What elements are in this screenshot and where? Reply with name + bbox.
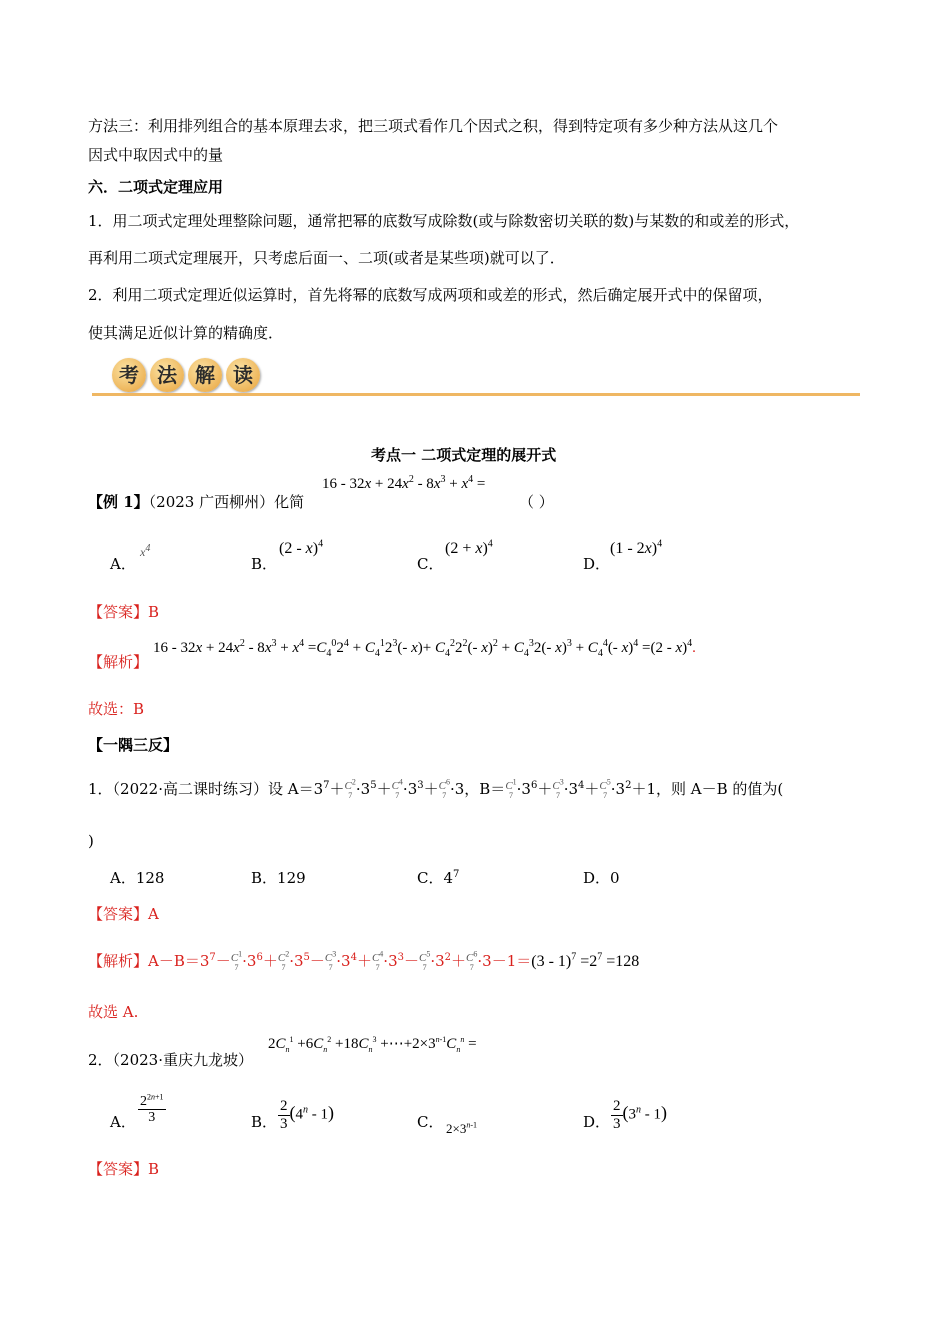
q1-tail: ，则 A－B 的值为( (655, 780, 784, 798)
example1-question (88, 491, 304, 512)
example1-analysis-label: 【解析】 (88, 653, 149, 671)
example1-expression: $16 - 32x + 24x^2 - 8x^3 + x^4$ = (322, 474, 486, 492)
q1-option-d: D．0 (583, 869, 620, 887)
q1-answer: 【答案】A (88, 905, 159, 923)
q1-analysis: 【解析】$A-B=3^7-$ $C^1$ 7 $\cdot 3^6+$ $C^2$ 7 $\cdot 3^5-$ $C^3$ 7 $\cdot 3^4+$ $C^4$ 7 $\cdot 3^3-$ $C^5$ 7 $\cdot 3^2+$ $C^6$ 7 $\cdot 3-1=(3 - 1)^7 =2^7 =128$ (88, 948, 640, 972)
example1-option-d: D． (583, 555, 611, 573)
example1-option-a-math: $x^4$ (140, 543, 151, 559)
method3-line1: 方法三：利用排列组合的基本原理去求，把三项式看作几个因式之积，得到特定项有多少种方法从这几个 (88, 117, 779, 135)
section6-title: 六．二项式定理应用 (88, 178, 224, 196)
q2-option-a: A． (110, 1113, 136, 1131)
q1-statement: 1．（2022·高二课时练习）设 $A=3^7+$ $C^2$ 7 $\cdot 3^5+$ $C^4$ 7 $\cdot 3^3+$ $C^6$ 7 ·3，B＝ $C^1$ 7 $\cdot 3^6+$ $C^3$ 7 $\cdot 3^4+$ $C^5$ 7 $\cdot 3^2+1$，则 A－B 的值为( (88, 776, 784, 800)
q2-option-a-math: $\frac{2^{2n+1}}{3}$ (140, 1092, 164, 1126)
q2-option-d: D． (583, 1113, 611, 1131)
practice-heading: 【一隅三反】 (88, 736, 179, 754)
banner-char-1: 考 (112, 358, 146, 392)
q1-option-c: C．$4^7$ (417, 869, 460, 887)
section-banner (92, 358, 860, 398)
q1-option-a: A．128 (110, 869, 165, 887)
example1-option-d-math: (1 - 2x)$^4$ (610, 538, 663, 557)
example1-option-b-math: (2 - x)$^4$ (279, 538, 324, 557)
banner-char-3: 解 (188, 358, 222, 392)
q2-expression: $2C_n^1 +6C_n^2 +18C_n^3$ $+\cdots+2\times 3^{n-1}C_n^n$ = (268, 1035, 477, 1054)
q1-b-label: ，B＝ (464, 780, 506, 798)
example1-answer: 【答案】B (88, 603, 160, 621)
example1-option-b: B． (251, 555, 278, 573)
example1-option-c: C． (417, 555, 444, 573)
example1-source: （2023 广西柳州）化简 (148, 493, 305, 511)
q2-option-b-math: $\frac{2}{3}$ (4$^n$ - 1) (280, 1098, 334, 1132)
q2-option-c: C． (417, 1113, 444, 1131)
q2-option-c-math: $2\times 3^{n-1}$ (446, 1120, 478, 1136)
example1-bracket: （ ） (519, 493, 554, 511)
p1-line2: 再利用二项式定理展开，只考虑后面一、二项(或者是某些项)就可以了． (88, 249, 565, 267)
q1-option-b: B．129 (251, 869, 306, 887)
example1-conclusion: 故选：B (88, 700, 145, 718)
banner-char-2: 法 (150, 358, 184, 392)
banner-underline (92, 393, 860, 396)
p1-line1: 1．用二项式定理处理整除问题，通常把幂的底数写成除数(或与除数密切关联的数)与某数的和或差的形式， (88, 212, 800, 230)
example1-tag: 【例 1】 (88, 493, 149, 511)
example1-option-a: A． (110, 555, 136, 573)
method3-line2: 因式中取因式中的量 (88, 146, 224, 164)
q1-conclusion: 故选 A. (88, 1003, 139, 1021)
p2-line2: 使其满足近似计算的精确度． (88, 324, 284, 342)
example1-option-c-math: $(2 + x)^4$ (445, 538, 493, 557)
topic-title: 考点一 二项式定理的展开式 (371, 446, 557, 464)
q2-source: 2．（2023·重庆九龙坡） (88, 1051, 253, 1069)
q2-answer: 【答案】B (88, 1160, 160, 1178)
p2-line1: 2．利用二项式定理近似运算时，首先将幂的底数写成两项和或差的形式，然后确定展开式中的保留项， (88, 286, 773, 304)
example1-analysis-expression: $16 - 32x + 24x^2 - 8x^3 + x^4 =C_4^02^4 + C_4^12^3(-$ $x)+ C_4^22^2(-$ $x)^2 + C_4^32(-$ $x)^3 + C_4^4(-$ x)$^4$ =(2 - x)$^4$. (153, 638, 696, 659)
q1-source: 1．（2022·高二课时练习）设 A＝ (88, 780, 314, 798)
q2-option-b: B． (251, 1113, 278, 1131)
q2-option-d-math: $\frac{2}{3}$ (3$^n$ - 1) (613, 1098, 667, 1132)
banner-char-4: 读 (226, 358, 260, 392)
q1-close-paren: ) (88, 832, 94, 850)
